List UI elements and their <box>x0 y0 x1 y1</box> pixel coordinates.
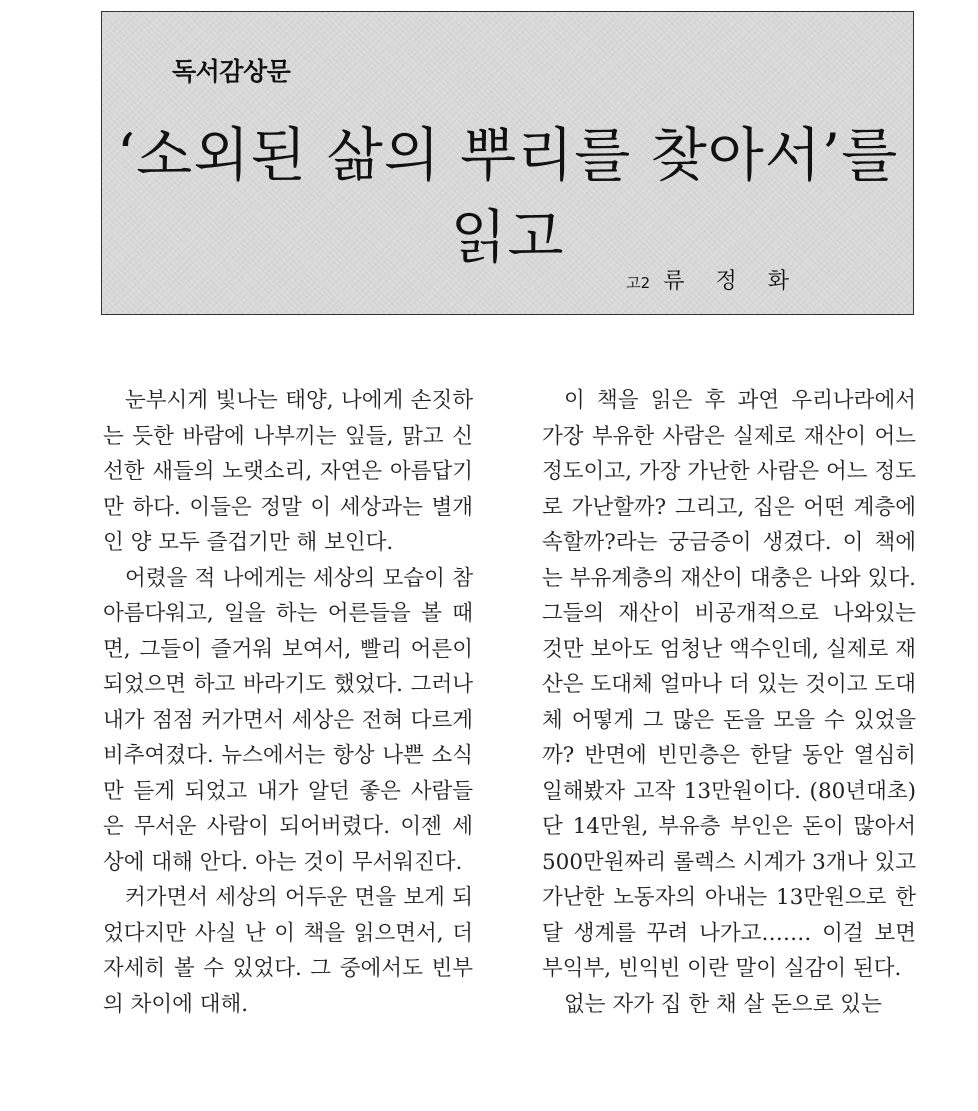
right-text-column <box>542 383 916 1022</box>
left-text-column <box>103 383 473 1022</box>
paragraph: 없는 자가 집 한 채 살 돈으로 있는 <box>564 991 882 1017</box>
paragraph: 눈부시게 빛나는 태양, 나에게 손짓하는 듯한 바람에 나부끼는 잎들, 맑고 신선한 새들의 노랫소리, 자연은 아름답기만 하다. 이들은 정말 이 세상과는 별개인 양 모두 즐겁기만 해 보인다. <box>103 388 473 555</box>
paragraph: 커가면서 세상의 어두운 면을 보게 되었다지만 사실 난 이 책을 읽으면서, 더 자세히 볼 수 있었다. 그 중에서도 빈부의 차이에 대해. <box>103 885 473 1017</box>
paragraph: 어렸을 적 나에게는 세상의 모습이 참 아름다워고, 일을 하는 어른들을 볼 때면, 그들이 즐거워 보여서, 빨리 어른이 되었으면 하고 바라기도 했었다. 그러나 내가 점점 커가면서 세상은 전혀 다르게 비추여졌다. 뉴스에서는 항상 나쁜 소식만 듣게 되었고 내가 알던 좋은 사람들은 무서운 사람이 되어버렸다. 이젠 세상에 대해 안다. 아는 것이 무서워진다. <box>103 565 473 875</box>
byline <box>626 264 801 295</box>
title-box <box>101 11 914 315</box>
category-label: 독서감상문 <box>172 57 291 86</box>
article-title-line-2: 읽고 <box>450 203 565 271</box>
paragraph: 이 책을 읽은 후 과연 우리나라에서 가장 부유한 사람은 실제로 재산이 어느 정도이고, 가장 가난한 사람은 어느 정도로 가난할까? 그리고, 집은 어떤 계층에 속할까?라는 궁금증이 생겼다. 이 책에는 부유계층의 재산이 대충은 나와 있다. 그들의 재산이 비공개적으로 나와있는 것만 보아도 엄청난 액수인데, 실제로 재산은 도대체 얼마나 더 있는 것이고 도대체 어떻게 그 많은 돈을 모을 수 있었을까? 반면에 빈민층은 한달 동안 열심히 일해봤자 고작 13만원이다. (80년대초)단 14만원, 부유층 부인은 돈이 많아서 500만원짜리 롤렉스 시계가 3개나 있고 가난한 노동자의 아내는 13만원으로 한달 생계를 꾸려 나가고……. 이걸 보면 부익부, 빈익빈 이란 말이 실감이 된다. <box>542 388 916 981</box>
article-title-line-1: ‘소외된 삶의 뿌리를 찾아서’를 <box>116 121 899 189</box>
author-grade: 고2 <box>626 274 651 292</box>
author-name: 류 정 화 <box>663 269 801 294</box>
